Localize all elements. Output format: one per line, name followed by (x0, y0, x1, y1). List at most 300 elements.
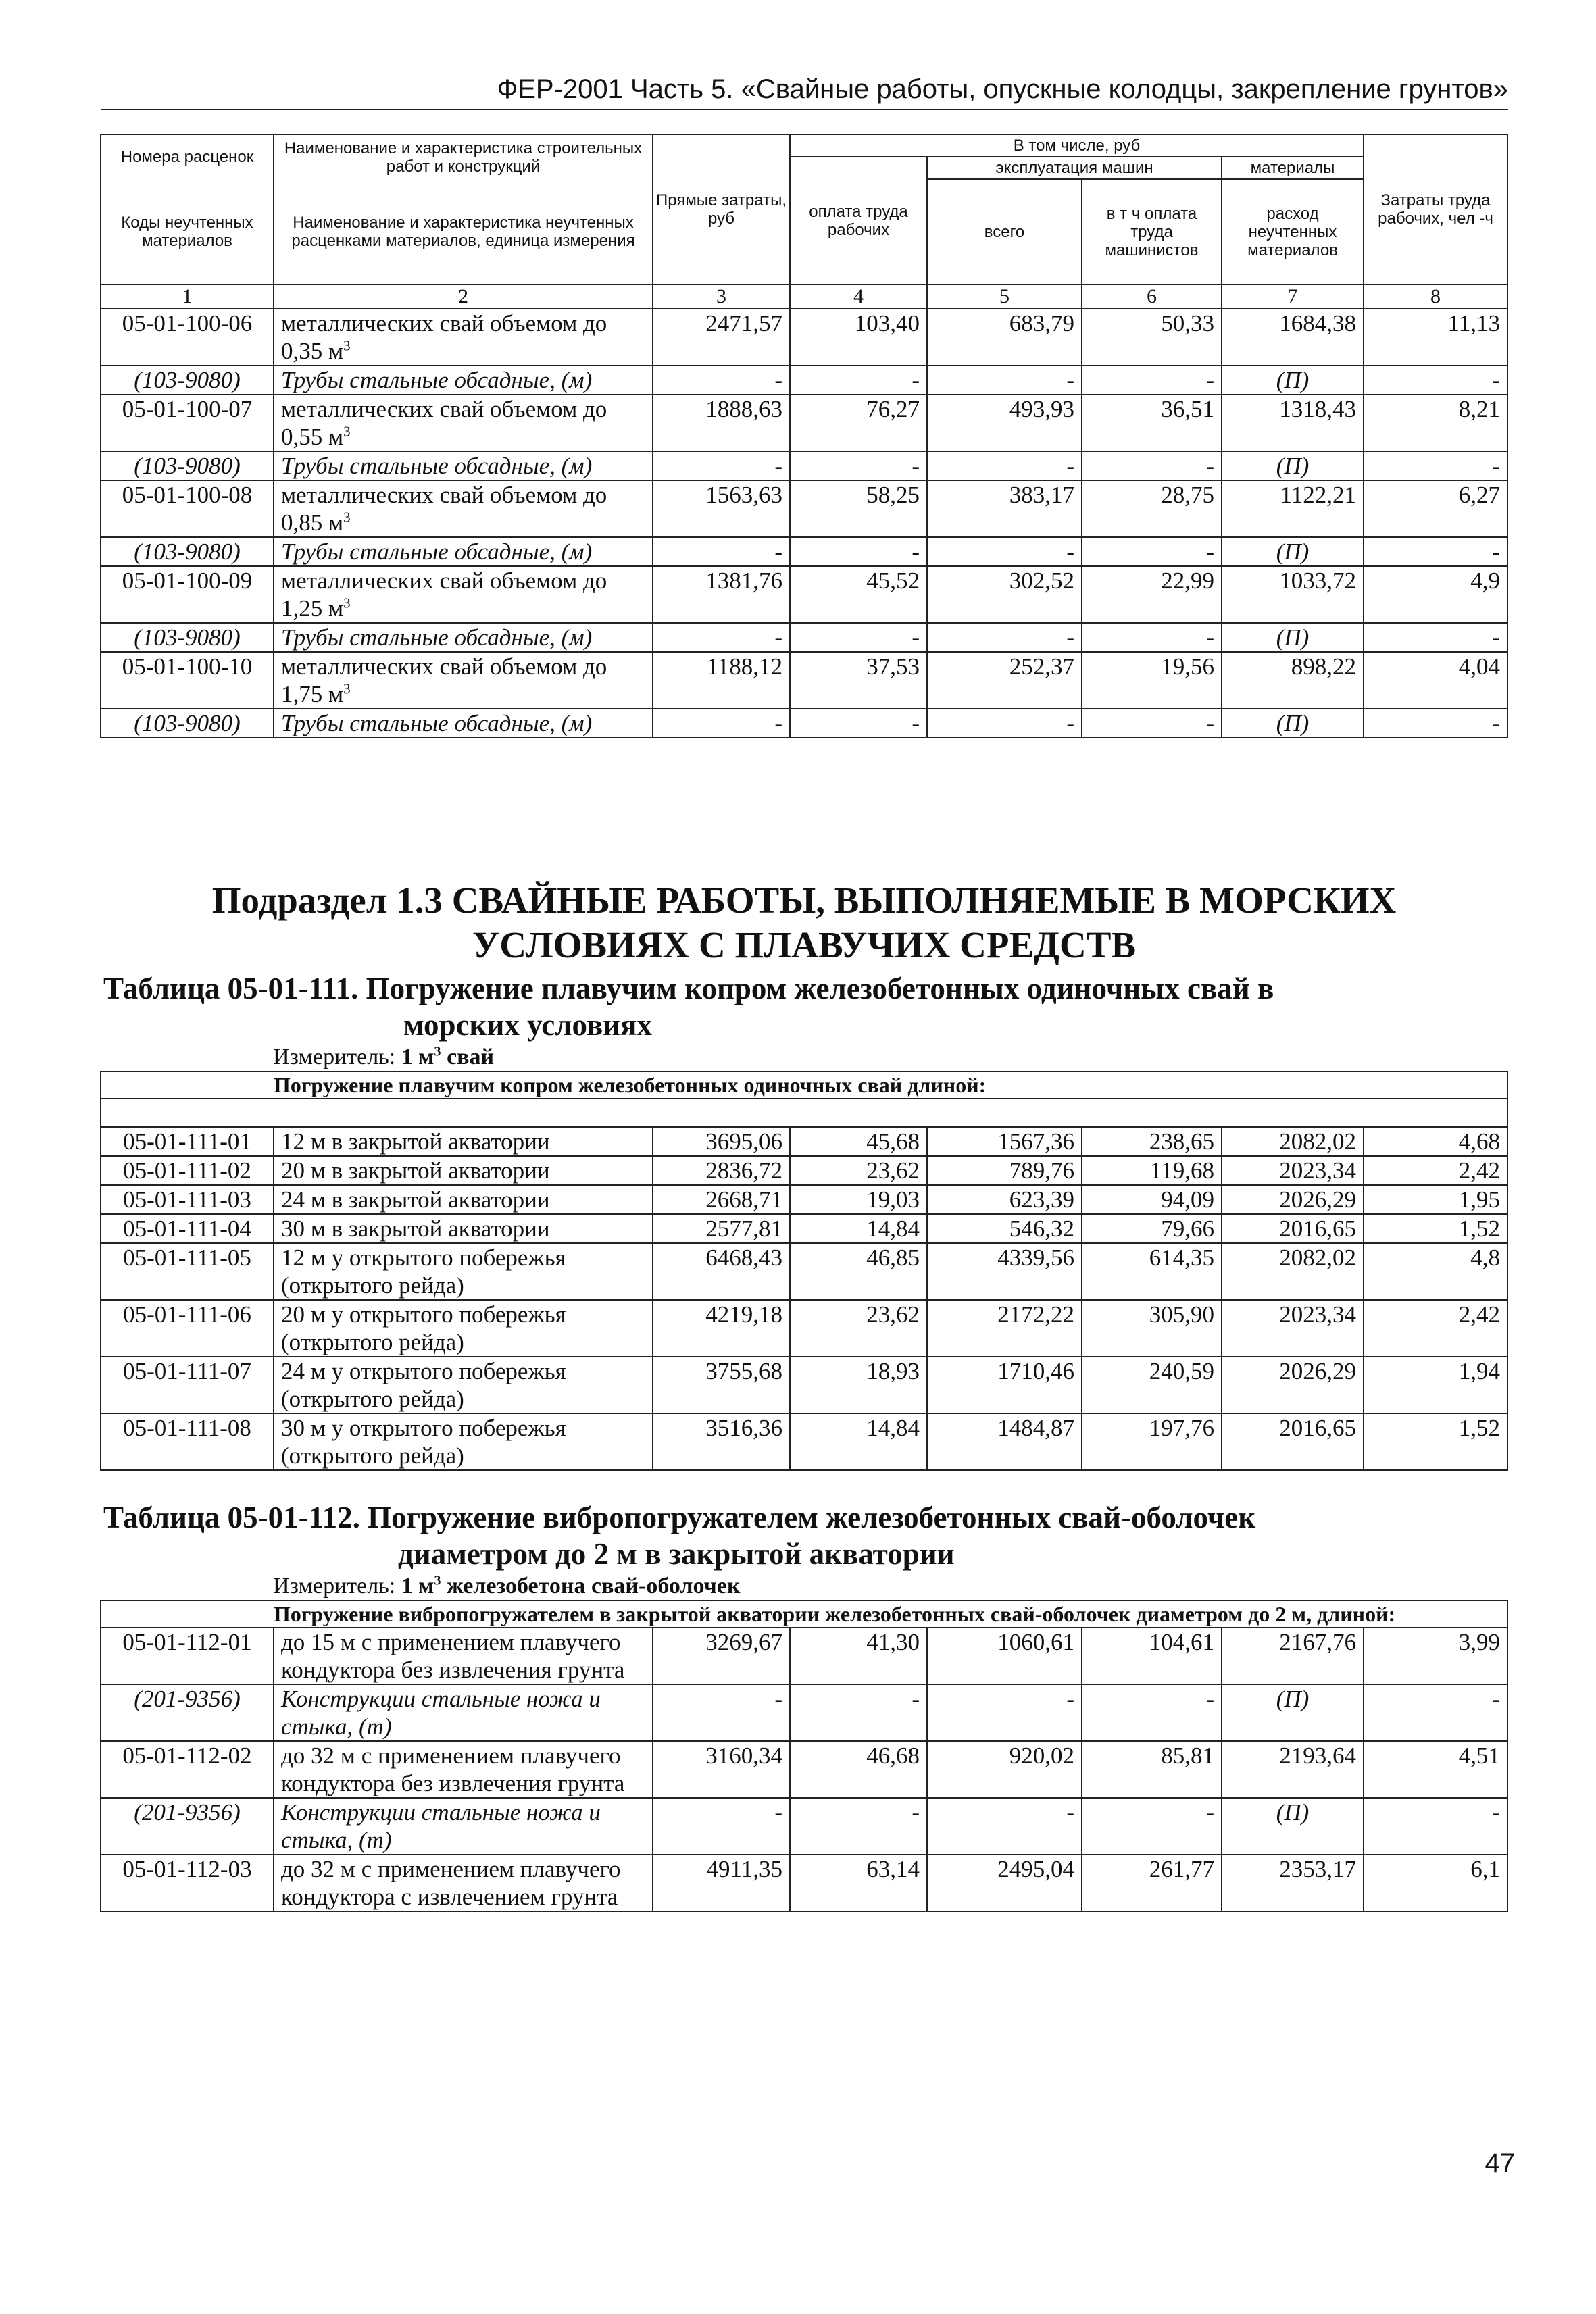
work-name-text: 24 м у открытого побережья (открытого рейда) (281, 1358, 566, 1412)
material-value (1082, 537, 1222, 566)
rate-code-text: 05-01-111-08 (123, 1415, 251, 1441)
material-value (653, 709, 790, 738)
rate-code-text: 05-01-112-01 (122, 1629, 252, 1655)
material-code-text: (103-9080) (134, 710, 241, 736)
rate-code-text: 05-01-100-09 (122, 568, 253, 594)
table-112-measure-row (101, 1572, 1507, 1601)
table-row (101, 1855, 1507, 1911)
labor-pay (790, 1127, 927, 1156)
material-use-text: 2082,02 (1279, 1244, 1356, 1271)
material-code (101, 1798, 274, 1855)
table-111-caption (101, 1072, 1507, 1099)
machinist-pay (1082, 1156, 1222, 1185)
material-name-text: Трубы стальные обсадные, (м) (281, 367, 593, 393)
col8-header: Затраты труда рабочих, чел -ч (1364, 134, 1507, 284)
material-value (790, 709, 927, 738)
superscript-3: 3 (343, 337, 351, 354)
material-value-text: - (1066, 1799, 1074, 1826)
material-value (790, 537, 927, 566)
material-value-text: - (1066, 538, 1074, 565)
material-value (927, 709, 1082, 738)
machinist-pay-text: 305,90 (1149, 1301, 1214, 1328)
machinist-pay-text: 79,66 (1161, 1215, 1214, 1242)
machines-total-text: 302,52 (1009, 568, 1074, 594)
table-111-title (101, 970, 1507, 1043)
machines-total-text: 2172,22 (997, 1301, 1074, 1328)
material-row (101, 537, 1507, 566)
rate-code (101, 566, 274, 623)
labor-pay-text: 63,14 (866, 1856, 920, 1882)
machinist-pay (1082, 566, 1222, 623)
work-name-text: металлических свай объемом до 0,55 м (281, 396, 607, 450)
machinist-pay-text: 50,33 (1161, 310, 1214, 336)
labor-pay (790, 1413, 927, 1470)
labor-hours (1364, 652, 1507, 709)
material-value-text: - (912, 538, 920, 565)
material-value (1364, 451, 1507, 480)
machines-total (927, 1741, 1082, 1798)
machinist-pay-text: 28,75 (1161, 482, 1214, 508)
table-112-title-row (101, 1499, 1507, 1572)
col5-header: всего (927, 179, 1082, 284)
work-name-text: до 32 м с применением плавучего кондуктора с извлечением грунта (281, 1856, 621, 1910)
material-use-text: 1122,21 (1280, 482, 1356, 508)
material-use (1222, 1214, 1364, 1243)
direct-cost (653, 1413, 790, 1470)
superscript-3: 3 (343, 509, 351, 526)
labor-hours (1364, 395, 1507, 451)
rate-code-text: 05-01-111-05 (123, 1244, 251, 1271)
work-name-text: до 15 м с применением плавучего кондуктора без извлечения грунта (281, 1629, 625, 1683)
labor-hours (1364, 1413, 1507, 1470)
material-value (1082, 709, 1222, 738)
direct-cost-text: 1188,12 (706, 653, 782, 680)
material-code-text: (103-9080) (134, 624, 241, 651)
rate-code (101, 1300, 274, 1357)
col-number: 2 (274, 284, 653, 309)
machinist-pay-text: 19,56 (1161, 653, 1214, 680)
work-name (274, 1300, 653, 1357)
labor-hours-text: 2,42 (1458, 1301, 1500, 1328)
machines-total (927, 1628, 1082, 1684)
machines-total (927, 652, 1082, 709)
direct-cost (653, 1214, 790, 1243)
material-value-text: (П) (1276, 367, 1310, 393)
material-value-text: - (1066, 624, 1074, 651)
material-name (274, 623, 653, 652)
material-value-text: - (1066, 1686, 1074, 1712)
labor-pay (790, 652, 927, 709)
material-code (101, 709, 274, 738)
labor-pay (790, 1300, 927, 1357)
material-code-text: (201-9356) (134, 1799, 241, 1826)
material-value (1082, 366, 1222, 395)
material-value (927, 537, 1082, 566)
direct-cost-text: 1888,63 (705, 396, 782, 422)
section-title (101, 862, 1507, 970)
labor-hours (1364, 1855, 1507, 1911)
labor-pay-text: 37,53 (866, 653, 920, 680)
material-use (1222, 1243, 1364, 1300)
machines-total-text: 1060,61 (997, 1629, 1074, 1655)
material-value (1222, 623, 1364, 652)
direct-cost-text: 6468,43 (705, 1244, 782, 1271)
labor-pay-text: 23,62 (866, 1157, 920, 1184)
material-value-text: - (774, 453, 782, 479)
caption-gap (101, 1099, 1507, 1127)
labor-pay-text: 45,52 (866, 568, 920, 594)
material-use (1222, 1741, 1364, 1798)
material-use (1222, 652, 1364, 709)
col2-bottom-header: Наименование и характеристика неучтенных расценками материалов, единица измерения (274, 179, 653, 284)
work-name (274, 1127, 653, 1156)
material-value-text: - (912, 710, 920, 736)
material-row (101, 709, 1507, 738)
work-name (274, 652, 653, 709)
labor-pay-text: 103,40 (854, 310, 920, 336)
labor-pay (790, 1855, 927, 1911)
material-code (101, 623, 274, 652)
material-use-text: 1033,72 (1279, 568, 1356, 594)
rate-code (101, 1127, 274, 1156)
material-value (653, 537, 790, 566)
material-name (274, 1684, 653, 1741)
material-value-text: - (1206, 1799, 1214, 1826)
work-name-text: металлических свай объемом до 0,85 м (281, 482, 607, 536)
labor-hours (1364, 1243, 1507, 1300)
rate-code-text: 05-01-100-06 (122, 310, 253, 336)
material-value-text: - (1206, 367, 1214, 393)
material-value-text: - (912, 1799, 920, 1826)
col-number: 7 (1222, 284, 1364, 309)
labor-hours (1364, 1628, 1507, 1684)
material-use (1222, 1628, 1364, 1684)
rate-code-text: 05-01-111-01 (123, 1128, 251, 1155)
machinist-pay (1082, 1300, 1222, 1357)
machines-total (927, 1357, 1082, 1413)
material-value-text: - (912, 367, 920, 393)
machines-total (927, 566, 1082, 623)
machinist-pay (1082, 1243, 1222, 1300)
material-value (1364, 1798, 1507, 1855)
material-value-text: - (912, 624, 920, 651)
material-code-text: (201-9356) (134, 1686, 241, 1712)
labor-pay-text: 45,68 (866, 1128, 920, 1155)
machinist-pay-text: 85,81 (1161, 1742, 1214, 1769)
machinist-pay-text: 614,35 (1149, 1244, 1214, 1271)
labor-pay-text: 14,84 (866, 1415, 920, 1441)
machinist-pay-text: 261,77 (1149, 1856, 1214, 1882)
direct-cost-text: 3160,34 (705, 1742, 782, 1769)
col6-header: в т ч оплата труда машинистов (1082, 179, 1222, 284)
labor-hours (1364, 1185, 1507, 1214)
material-use-text: 2026,29 (1279, 1186, 1356, 1213)
machines-total (927, 1156, 1082, 1185)
col7-header: расход неучтенных материалов (1222, 179, 1364, 284)
rate-code (101, 1185, 274, 1214)
direct-cost-text: 3755,68 (705, 1358, 782, 1384)
material-value (1364, 537, 1507, 566)
machines-total (927, 1243, 1082, 1300)
labor-hours-text: 4,8 (1470, 1244, 1500, 1271)
machines-total-text: 683,79 (1009, 310, 1074, 336)
material-code-text: (103-9080) (134, 453, 241, 479)
machinist-pay (1082, 1185, 1222, 1214)
rate-code (101, 1243, 274, 1300)
machines-header: эксплуатация машин (927, 157, 1222, 179)
labor-hours-text: 2,42 (1458, 1157, 1500, 1184)
table-row (101, 1156, 1507, 1185)
direct-cost-text: 2836,72 (705, 1157, 782, 1184)
material-value-text: - (1492, 710, 1500, 736)
labor-hours-text: 4,9 (1470, 568, 1500, 594)
labor-hours (1364, 566, 1507, 623)
work-name (274, 1185, 653, 1214)
labor-pay (790, 480, 927, 537)
material-value (1222, 709, 1364, 738)
labor-hours-text: 3,99 (1458, 1629, 1500, 1655)
material-row (101, 366, 1507, 395)
material-code (101, 537, 274, 566)
material-value (927, 623, 1082, 652)
work-name-text: 12 м в закрытой акватории (281, 1128, 550, 1155)
material-use-text: 2082,02 (1279, 1128, 1356, 1155)
table-row (101, 1357, 1507, 1413)
direct-cost (653, 1156, 790, 1185)
machinist-pay (1082, 480, 1222, 537)
material-value-text: (П) (1276, 538, 1310, 565)
labor-pay-text: 19,03 (866, 1186, 920, 1213)
material-use (1222, 480, 1364, 537)
material-value-text: - (912, 453, 920, 479)
material-use-text: 2023,34 (1279, 1157, 1356, 1184)
material-use-text: 2026,29 (1279, 1358, 1356, 1384)
labor-pay-text: 76,27 (866, 396, 920, 422)
work-name (274, 1243, 653, 1300)
col-number: 6 (1082, 284, 1222, 309)
machinist-pay-text: 36,51 (1161, 396, 1214, 422)
machinist-pay (1082, 1741, 1222, 1798)
material-name (274, 366, 653, 395)
material-use (1222, 1855, 1364, 1911)
direct-cost (653, 1357, 790, 1413)
table-row (101, 1741, 1507, 1798)
labor-pay-text: 46,85 (866, 1244, 920, 1271)
rate-code-text: 05-01-111-06 (123, 1301, 251, 1328)
rate-code (101, 1156, 274, 1185)
machines-total-text: 493,93 (1009, 396, 1074, 422)
col-number: 5 (927, 284, 1082, 309)
table-spacer-row (101, 1470, 1507, 1499)
labor-hours-text: 8,21 (1458, 396, 1500, 422)
work-name-text: 20 м в закрытой акватории (281, 1157, 550, 1184)
material-value-text: - (1492, 538, 1500, 565)
work-name (274, 480, 653, 537)
caption-text: Погружение вибропогружателем в закрытой акватории железобетонных свай-оболочек диаметром до 2 м, длиной: (274, 1602, 1396, 1626)
rate-code (101, 309, 274, 366)
material-name (274, 537, 653, 566)
work-name-text: 30 м у открытого побережья (открытого рейда) (281, 1415, 566, 1469)
table-row (101, 480, 1507, 537)
direct-cost (653, 1243, 790, 1300)
direct-cost-text: 4911,35 (706, 1856, 782, 1882)
section-title-row (101, 862, 1507, 970)
machinist-pay-text: 240,59 (1149, 1358, 1214, 1384)
machinist-pay-text: 94,09 (1161, 1186, 1214, 1213)
direct-cost-text: 3516,36 (705, 1415, 782, 1441)
material-use-text: 2353,17 (1279, 1856, 1356, 1882)
material-value (1222, 366, 1364, 395)
table-row (101, 1628, 1507, 1684)
work-name-text: 20 м у открытого побережья (открытого рейда) (281, 1301, 566, 1355)
rate-code-text: 05-01-111-03 (123, 1186, 251, 1213)
machinist-pay (1082, 1413, 1222, 1470)
material-name (274, 709, 653, 738)
material-name-text: Трубы стальные обсадные, (м) (281, 538, 593, 565)
material-value-text: - (1492, 1799, 1500, 1826)
labor-hours (1364, 1156, 1507, 1185)
measure-suffix: железобетона свай-оболочек (441, 1574, 741, 1599)
material-name (274, 1798, 653, 1855)
machines-total-text: 1484,87 (997, 1415, 1074, 1441)
section-gap-row (101, 738, 1507, 862)
labor-pay-text: 23,62 (866, 1301, 920, 1328)
rate-code-text: 05-01-111-07 (123, 1358, 251, 1384)
machinist-pay (1082, 1855, 1222, 1911)
labor-pay-text: 46,68 (866, 1742, 920, 1769)
material-value-text: - (1066, 367, 1074, 393)
material-value (653, 451, 790, 480)
material-row (101, 623, 1507, 652)
labor-hours (1364, 1300, 1507, 1357)
work-name-text: металлических свай объемом до 0,35 м (281, 310, 607, 364)
col2-top-header: Наименование и характеристика строительных работ и конструкций (274, 134, 653, 179)
material-use-text: 2016,65 (1279, 1215, 1356, 1242)
material-code (101, 366, 274, 395)
rate-code (101, 652, 274, 709)
material-use (1222, 1127, 1364, 1156)
labor-hours (1364, 1741, 1507, 1798)
labor-hours-text: 6,27 (1458, 482, 1500, 508)
labor-pay (790, 309, 927, 366)
superscript-3: 3 (434, 1573, 441, 1588)
labor-hours-text: 6,1 (1470, 1856, 1500, 1882)
direct-cost (653, 1741, 790, 1798)
table-row (101, 1413, 1507, 1470)
superscript-3: 3 (343, 423, 351, 440)
table-111-title-line1: Таблица 05-01-111. Погружение плавучим копром железобетонных одиночных свай в (103, 972, 1274, 1005)
material-value-text: (П) (1276, 1799, 1310, 1826)
material-use (1222, 1300, 1364, 1357)
material-use-text: 2193,64 (1279, 1742, 1356, 1769)
material-value (790, 366, 927, 395)
direct-cost (653, 1855, 790, 1911)
material-value (653, 1798, 790, 1855)
labor-pay (790, 395, 927, 451)
work-name (274, 309, 653, 366)
labor-pay (790, 1357, 927, 1413)
material-value-text: - (774, 538, 782, 565)
material-value-text: (П) (1276, 710, 1310, 736)
machinist-pay (1082, 1214, 1222, 1243)
work-name (274, 1357, 653, 1413)
labor-pay (790, 1156, 927, 1185)
work-name-text: 24 м в закрытой акватории (281, 1186, 550, 1213)
work-name-text: 30 м в закрытой акватории (281, 1215, 550, 1242)
direct-cost-text: 2577,81 (705, 1215, 782, 1242)
superscript-3: 3 (343, 595, 351, 611)
table-row (101, 652, 1507, 709)
machines-total-text: 1567,36 (997, 1128, 1074, 1155)
material-value (1082, 623, 1222, 652)
measure-unit: 1 м (401, 1574, 434, 1599)
material-code (101, 451, 274, 480)
direct-cost-text: 4219,18 (705, 1301, 782, 1328)
material-value-text: - (1066, 710, 1074, 736)
material-value (1082, 451, 1222, 480)
measure-unit: 1 м (401, 1045, 434, 1070)
running-header: ФЕР-2001 Часть 5. «Свайные работы, опускные колодцы, закрепление грунтов» (497, 74, 1508, 104)
table-112-title-line2: диаметром до 2 м в закрытой акватории (398, 1537, 955, 1571)
section-gap (101, 738, 1507, 862)
col4-header: оплата труда рабочих (790, 157, 927, 284)
labor-hours-text: 4,51 (1458, 1742, 1500, 1769)
labor-pay (790, 1628, 927, 1684)
machinist-pay-text: 104,61 (1149, 1629, 1214, 1655)
rate-code (101, 1357, 274, 1413)
labor-pay (790, 1185, 927, 1214)
work-name-text: до 32 м с применением плавучего кондуктора без извлечения грунта (281, 1742, 625, 1796)
caption-gap-row (101, 1099, 1507, 1127)
material-value-text: (П) (1276, 1686, 1310, 1712)
labor-pay (790, 1741, 927, 1798)
labor-hours-text: 4,68 (1458, 1128, 1500, 1155)
material-use (1222, 1156, 1364, 1185)
table-111-title-row (101, 970, 1507, 1043)
rate-code-text: 05-01-111-02 (123, 1157, 251, 1184)
material-value-text: - (1066, 453, 1074, 479)
material-name (274, 451, 653, 480)
material-value-text: - (1492, 367, 1500, 393)
machines-total (927, 309, 1082, 366)
direct-cost (653, 1628, 790, 1684)
material-use (1222, 1357, 1364, 1413)
labor-pay (790, 1243, 927, 1300)
machinist-pay (1082, 652, 1222, 709)
machines-total (927, 1214, 1082, 1243)
machines-total (927, 1300, 1082, 1357)
material-value (927, 1798, 1082, 1855)
material-value (790, 623, 927, 652)
material-value (1364, 1684, 1507, 1741)
material-use-text: 2016,65 (1279, 1415, 1356, 1441)
col3-header: Прямые затраты, руб (653, 134, 790, 284)
machines-total (927, 1185, 1082, 1214)
measure-prefix: Измеритель: (273, 1574, 401, 1599)
table-112-caption-row (101, 1601, 1507, 1628)
machinist-pay-text: 119,68 (1150, 1157, 1214, 1184)
work-name (274, 1214, 653, 1243)
machinist-pay-text: 22,99 (1161, 568, 1214, 594)
material-name-text: Трубы стальные обсадные, (м) (281, 624, 593, 651)
material-value (790, 1798, 927, 1855)
material-use (1222, 1185, 1364, 1214)
material-value (653, 623, 790, 652)
material-value (1364, 709, 1507, 738)
table-row (101, 1185, 1507, 1214)
work-name (274, 566, 653, 623)
direct-cost (653, 566, 790, 623)
